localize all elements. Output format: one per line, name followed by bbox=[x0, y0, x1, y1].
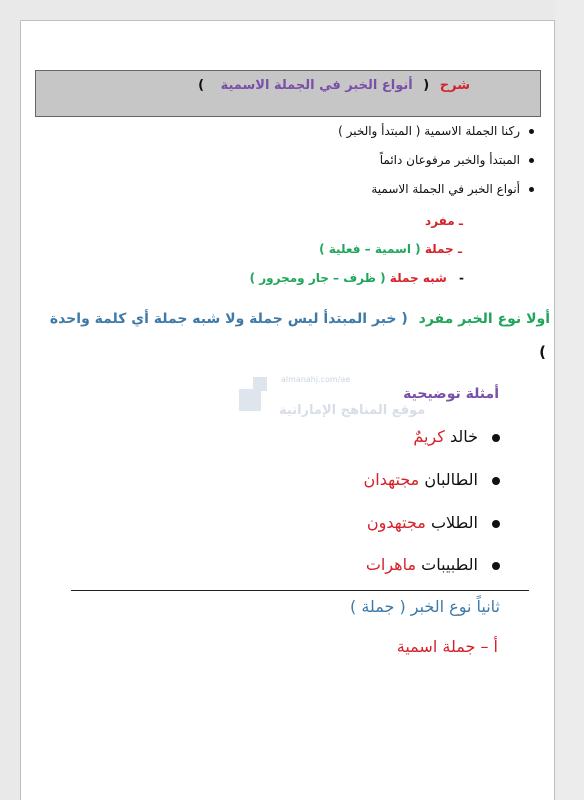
bullet-text: المبتدأ والخبر مرفوعان دائماً bbox=[379, 153, 520, 167]
title-box bbox=[35, 70, 541, 117]
watermark-logo bbox=[239, 373, 426, 433]
example-item bbox=[367, 513, 500, 532]
bullet-text: ركنا الجملة الاسمية ( المبتدأ والخبر ) bbox=[338, 124, 520, 138]
example-item bbox=[413, 427, 500, 446]
example-item bbox=[366, 555, 500, 574]
section2-heading: ثانياً نوع الخبر ( جملة ) bbox=[350, 597, 500, 616]
section1-heading: أولا نوع الخبر مفرد bbox=[418, 311, 550, 327]
bullet-dot-icon bbox=[492, 520, 500, 528]
section1-detail: ( خبر المبتدأ ليس جملة ولا شبه جملة أي كلمة واحدة bbox=[49, 311, 408, 327]
title-text: أنواع الخبر في الجملة الاسمية bbox=[220, 78, 413, 93]
type-jumla-detail: ( اسمية – فعلية ) bbox=[319, 242, 421, 256]
type-jumla-prefix: ـ bbox=[457, 242, 462, 256]
bullet-dot-icon bbox=[492, 477, 500, 485]
list-item bbox=[338, 124, 534, 138]
example-predicate: مجتهدان bbox=[363, 470, 420, 489]
example-predicate: كريمٌ bbox=[413, 427, 445, 446]
bullet-dot-icon bbox=[529, 129, 534, 134]
section1-heading-line bbox=[50, 311, 550, 327]
type-shibh-prefix: - bbox=[459, 271, 464, 285]
section2-subheading: أ – جملة اسمية bbox=[396, 637, 498, 656]
bullet-dot-icon bbox=[492, 434, 500, 442]
type-jumla-label: جملة bbox=[424, 242, 454, 256]
examples-heading: أمثلة توضيحية bbox=[403, 386, 499, 402]
bullet-dot-icon bbox=[492, 562, 500, 570]
watermark-name: موقع المناهج الإماراتية bbox=[279, 403, 426, 418]
type-shibh-label: شبه جملة bbox=[389, 271, 447, 285]
list-item bbox=[371, 182, 534, 196]
example-subject: الطبيبات bbox=[421, 555, 478, 574]
watermark-url: almanahj.com/ae bbox=[281, 375, 351, 384]
title-label: شرح bbox=[439, 78, 470, 93]
title-open-paren: ( bbox=[423, 78, 430, 93]
list-item bbox=[380, 153, 534, 167]
title-line bbox=[198, 78, 470, 93]
example-subject: خالد bbox=[449, 427, 478, 446]
example-predicate: مجتهدون bbox=[366, 513, 426, 532]
example-subject: الطالبان bbox=[424, 470, 478, 489]
section-divider bbox=[71, 590, 529, 591]
bullet-text: أنواع الخبر في الجملة الاسمية bbox=[371, 182, 520, 196]
section1-close-paren: ) bbox=[539, 343, 546, 361]
title-close-paren: ) bbox=[198, 78, 205, 93]
type-jumla bbox=[319, 242, 462, 256]
bullet-dot-icon bbox=[529, 158, 534, 163]
bullet-dot-icon bbox=[529, 187, 534, 192]
type-shibh-jumla bbox=[250, 271, 464, 285]
type-mufrad: ـ مفرد bbox=[425, 214, 463, 228]
type-shibh-detail: ( ظرف – جار ومجرور ) bbox=[249, 271, 386, 285]
example-predicate: ماهرات bbox=[365, 555, 417, 574]
example-subject: الطلاب bbox=[430, 513, 478, 532]
scroll-gutter bbox=[556, 0, 584, 800]
example-item bbox=[364, 470, 500, 489]
document-page bbox=[20, 20, 555, 800]
